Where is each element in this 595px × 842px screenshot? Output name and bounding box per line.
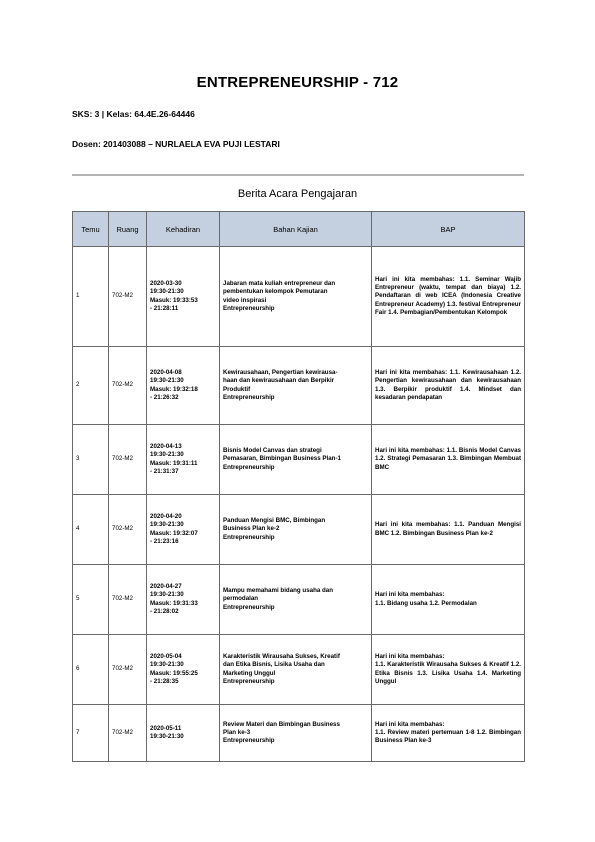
- kehadiran-line: Masuk: 19:33:53: [150, 296, 198, 304]
- bahan-kajian-line: Entrepreneurship: [223, 603, 275, 611]
- bahan-kajian-line: Review Materi dan Bimbingan Business: [223, 720, 340, 728]
- header-bahan-kajian: Bahan Kajian: [220, 212, 372, 247]
- kehadiran-line: - 21:31:37: [150, 467, 179, 475]
- bahan-kajian-line: Produktif: [223, 385, 251, 393]
- header-bap: BAP: [372, 212, 525, 247]
- kehadiran-line: - 21:23:16: [150, 537, 179, 545]
- header-temu: Temu: [73, 212, 109, 247]
- header-ruang: Ruang: [109, 212, 147, 247]
- cell-kehadiran: [147, 247, 220, 347]
- kehadiran-line: Masuk: 19:55:25: [150, 669, 198, 677]
- kehadiran-line: 19:30-21:30: [150, 288, 184, 296]
- table-row: [73, 247, 525, 347]
- cell-kehadiran: [147, 705, 220, 762]
- kehadiran-line: 2020-04-08: [150, 369, 182, 377]
- table-row: [73, 425, 525, 495]
- cell-bahan-kajian: [220, 705, 372, 762]
- cell-temu: 4: [73, 495, 109, 565]
- cell-temu: 5: [73, 565, 109, 635]
- cell-bap: Hari ini kita membahas: 1.1. Panduan Mengisi BMC 1.2. Bimbingan Business Plan ke-2: [372, 495, 525, 565]
- bahan-kajian-line: Pemasaran, Bimbingan Business Plan-1: [223, 455, 341, 463]
- bahan-kajian-line: Business Plan ke-2: [223, 525, 280, 533]
- kehadiran-line: Masuk: 19:32:18: [150, 385, 198, 393]
- kehadiran-line: 2020-04-13: [150, 443, 182, 451]
- bahan-kajian-line: Bisnis Model Canvas dan strategi: [223, 447, 322, 455]
- cell-kehadiran: [147, 565, 220, 635]
- bahan-kajian-line: Jabaran mata kuliah entrepreneur dan: [223, 280, 336, 288]
- cell-bap: Hari ini kita membahas: 1.1. Karakteristik Wirausaha Sukses & Kreatif 1.2. Etika Bisnis 1.3. Lisika Usaha 1.4. Marketing Unggul: [372, 635, 525, 705]
- cell-bahan-kajian: [220, 495, 372, 565]
- cell-ruang: 702-M2: [109, 705, 147, 762]
- cell-bap: Hari ini kita membahas: 1.1. Bidang usaha 1.2. Permodalan: [372, 565, 525, 635]
- divider-line: [72, 174, 524, 176]
- table-body: [73, 247, 525, 762]
- cell-ruang: 702-M2: [109, 495, 147, 565]
- cell-bahan-kajian: [220, 425, 372, 495]
- bahan-kajian-line: Panduan Mengisi BMC, Bimbingan: [223, 517, 326, 525]
- bahan-kajian-line: Marketing Unggul: [223, 669, 276, 677]
- dosen-info: Dosen: 201403088 – NURLAELA EVA PUJI LESTARI: [72, 139, 280, 149]
- kehadiran-line: 19:30-21:30: [150, 377, 184, 385]
- bahan-kajian-line: Plan ke-3: [223, 728, 251, 736]
- bahan-kajian-line: Entrepreneurship: [223, 304, 275, 312]
- bahan-kajian-line: Entrepreneurship: [223, 737, 275, 745]
- kehadiran-line: - 21:28:11: [150, 304, 179, 312]
- kehadiran-line: - 21:26:32: [150, 393, 179, 401]
- cell-bahan-kajian: [220, 347, 372, 425]
- cell-bap: Hari ini kita membahas: 1.1. Kewirausahaan 1.2. Pengertian kewirausahaan dan kewirausahaan 1.3. Berpikir produktif 1.4. Mindset dan kesadaran pendapatan: [372, 347, 525, 425]
- cell-temu: 3: [73, 425, 109, 495]
- kehadiran-line: 2020-05-11: [150, 724, 182, 732]
- cell-bahan-kajian: [220, 635, 372, 705]
- page-title: ENTREPRENEURSHIP - 712: [196, 74, 399, 91]
- bahan-kajian-line: permodalan: [223, 595, 259, 603]
- table-row: [73, 495, 525, 565]
- kehadiran-line: 19:30-21:30: [150, 733, 184, 740]
- kehadiran-line: 2020-04-27: [150, 583, 182, 591]
- cell-ruang: 702-M2: [109, 347, 147, 425]
- kehadiran-line: Masuk: 19:31:11: [150, 459, 198, 467]
- bahan-kajian-line: dan Etika Bisnis, Lisika Usaha dan: [223, 661, 325, 669]
- bahan-kajian-line: Entrepreneurship: [223, 463, 275, 471]
- section-title: Berita Acara Pengajaran: [237, 188, 358, 200]
- table-header-row: [73, 212, 525, 247]
- cell-ruang: 702-M2: [109, 247, 147, 347]
- header-kehadiran: Kehadiran: [147, 212, 220, 247]
- bahan-kajian-line: video inspirasi: [223, 296, 267, 304]
- cell-kehadiran: [147, 425, 220, 495]
- cell-temu: 1: [73, 247, 109, 347]
- cell-bap: Hari ini kita membahas: 1.1. Review materi pertemuan 1-8 1.2. Bimbingan Business Plan ke-3: [372, 705, 525, 762]
- cell-kehadiran: [147, 635, 220, 705]
- bahan-kajian-line: Entrepreneurship: [223, 533, 275, 541]
- table-row: [73, 347, 525, 425]
- cell-kehadiran: [147, 495, 220, 565]
- bahan-kajian-line: Mampu memahami bidang usaha dan: [223, 587, 334, 595]
- bahan-kajian-line: Entrepreneurship: [223, 393, 275, 401]
- cell-bap: Hari ini kita membahas: 1.1. Seminar Wajib Entrepreneur (waktu, tempat dan biaya) 1.2. Pendaftaran di web ICEA (Indonesia Creative Entrepreneur Academy) 1.3. festival Entrepreneur Fair 1.4. Pembagian/Pembentukan Kelompok: [372, 247, 525, 347]
- kehadiran-line: 19:30-21:30: [150, 591, 184, 599]
- cell-kehadiran: [147, 347, 220, 425]
- cell-bahan-kajian: [220, 247, 372, 347]
- cell-ruang: 702-M2: [109, 425, 147, 495]
- kehadiran-line: - 21:28:35: [150, 677, 179, 685]
- cell-bap: Hari ini kita membahas: 1.1. Bisnis Model Canvas 1.2. Strategi Pemasaran 1.3. Bimbingan Membuat BMC: [372, 425, 525, 495]
- cell-ruang: 702-M2: [109, 565, 147, 635]
- cell-temu: 2: [73, 347, 109, 425]
- table-row: [73, 635, 525, 705]
- kehadiran-line: 19:30-21:30: [150, 521, 184, 529]
- bahan-kajian-line: haan dan kewirausahaan dan Berpikir: [223, 377, 335, 385]
- kehadiran-line: 19:30-21:30: [150, 661, 184, 669]
- table-row: [73, 705, 525, 762]
- kehadiran-line: 2020-03-30: [150, 280, 182, 288]
- cell-temu: 7: [73, 705, 109, 762]
- cell-ruang: 702-M2: [109, 635, 147, 705]
- kehadiran-line: Masuk: 19:31:33: [150, 599, 198, 607]
- bahan-kajian-line: Kewirausahaan, Pengertian kewirausa-: [223, 369, 338, 377]
- table-row: [73, 565, 525, 635]
- cell-bahan-kajian: [220, 565, 372, 635]
- kehadiran-line: Masuk: 19:32:07: [150, 529, 198, 537]
- kehadiran-line: - 21:28:02: [150, 607, 179, 615]
- bap-table: [72, 211, 525, 762]
- cell-temu: 6: [73, 635, 109, 705]
- kehadiran-line: 2020-05-04: [150, 653, 182, 661]
- bahan-kajian-line: Entrepreneurship: [223, 677, 275, 685]
- sks-kelas-info: SKS: 3 | Kelas: 64.4E.26-64446: [72, 109, 195, 119]
- kehadiran-line: 19:30-21:30: [150, 451, 184, 459]
- bahan-kajian-line: Karakteristik Wirausaha Sukses, Kreatif: [223, 653, 340, 661]
- bahan-kajian-line: pembentukan kelompok Pemutaran: [223, 288, 328, 296]
- kehadiran-line: 2020-04-20: [150, 513, 182, 521]
